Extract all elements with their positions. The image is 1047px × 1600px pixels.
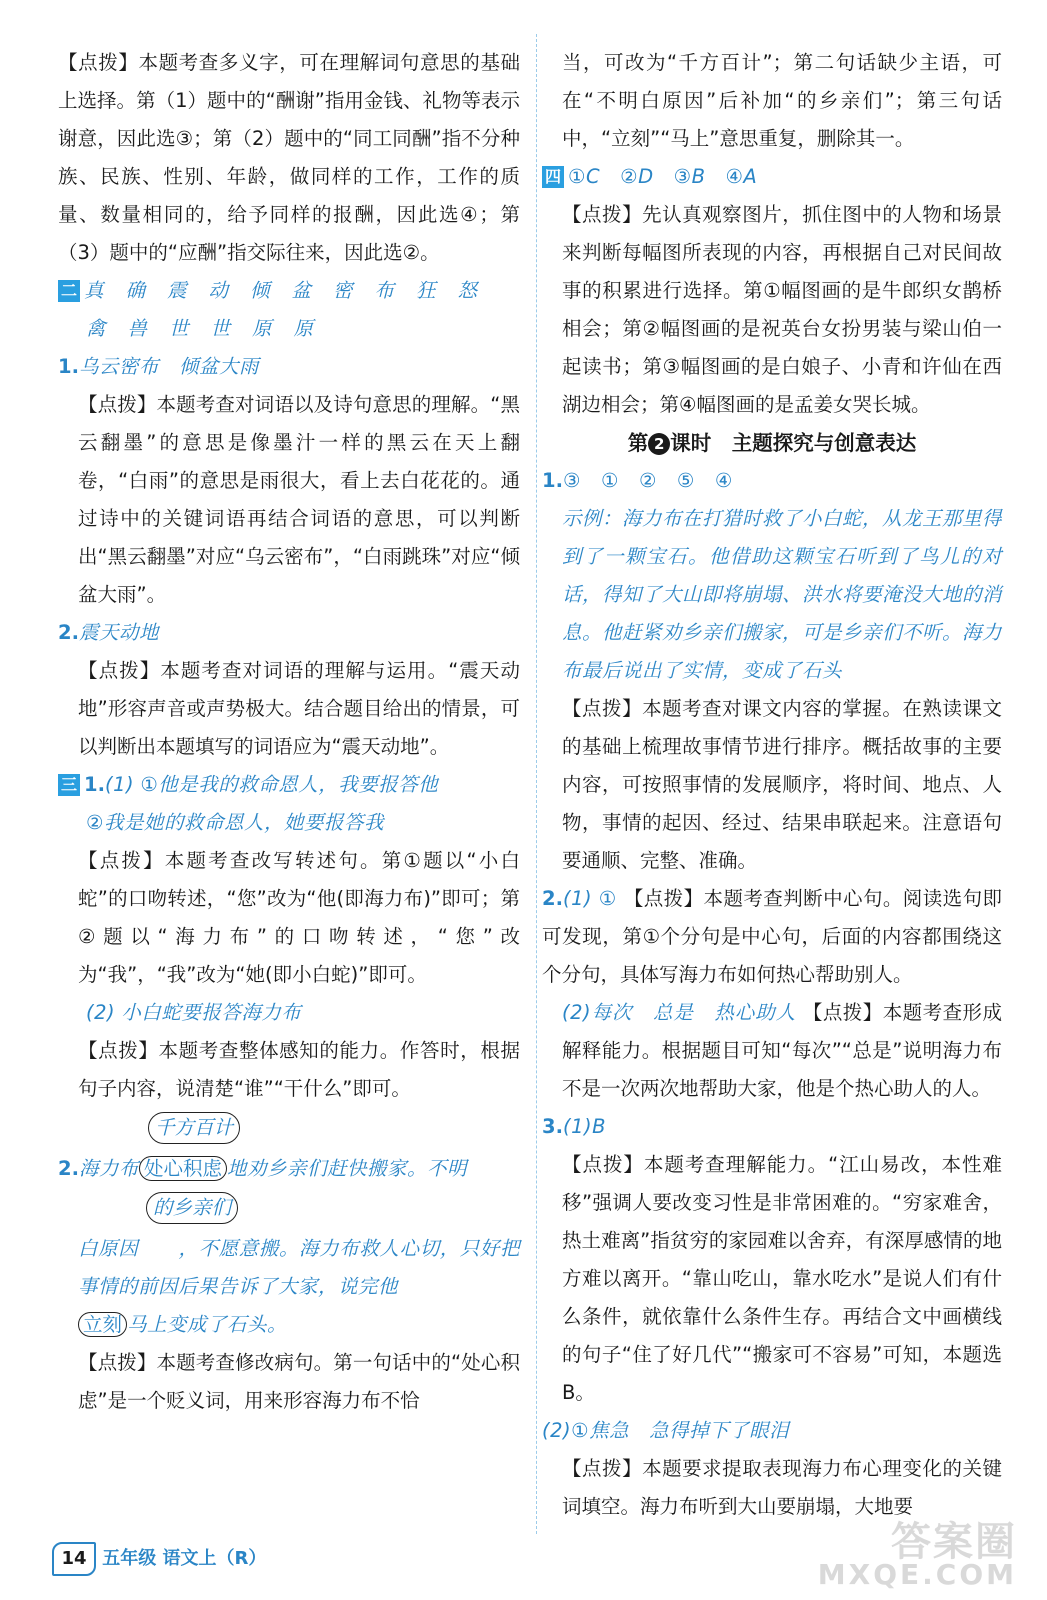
lesson-number-badge: 2 <box>648 433 670 455</box>
s3-q2-line-1-a: 海力布 <box>78 1157 139 1180</box>
r-q1-answer: ③ ① ② ⑤ ④ <box>562 469 733 492</box>
s3-q1-a1-prefix: (1) <box>104 773 135 796</box>
s3-q1-a2-row <box>58 804 520 842</box>
section-2-words <box>58 272 520 310</box>
q2-answer-row <box>58 614 520 652</box>
s3-q2-line-3-b: 马上变成了石头。 <box>127 1313 288 1336</box>
section-4-row <box>542 158 1002 196</box>
column-divider <box>536 34 537 1534</box>
right-column <box>542 44 1002 1526</box>
lesson-heading-title: 课时 主题探究与创意表达 <box>670 431 917 455</box>
left-column <box>58 44 520 1420</box>
s3-q2-line-1-b: 地劝乡亲们赶快搬家。不明 <box>227 1157 468 1180</box>
r-q3-tip: 【点拨】本题考查理解能力。“江山易改，本性难移”强调人要改变习性是非常困难的。“穷家难舍，热土难离”指贫穷的家园难以舍弃，有深厚感情的地方难以离开。“靠山吃山，靠水吃水”是说人们有什么条件，就依靠什么条件生存。再结合文中画横线的句子“住了好几代”“搬家可不容易”可知，本题选B。 <box>562 1153 1002 1404</box>
watermark-url: MXQE.COM <box>817 1558 1017 1591</box>
r-q3-b: (2)①焦急 急得掉下了眼泪 <box>542 1419 790 1442</box>
insert-row-1 <box>58 1108 520 1150</box>
section-4-marker: 四 <box>542 166 564 188</box>
s3-q1-row <box>58 766 520 804</box>
r-q2-a-prefix: (1) <box>562 887 593 910</box>
page-number: 14 <box>52 1542 96 1576</box>
section-3-marker: 三 <box>58 774 80 796</box>
q1-answer-row <box>58 348 520 386</box>
s3-q2-oval-2: 立刻 <box>78 1312 127 1337</box>
s3-q1-tip-1: 【点拨】本题考查改写转述句。第①题以“小白蛇”的口吻转述，“您”改为“他(即海力布)”即可；第②题以“海力布”的口吻转述，“您”改为“我”，“我”改为“她(即小白蛇)”即可。 <box>78 849 520 986</box>
s3-q2-tip: 【点拨】本题考查修改病句。第一句话中的“处心积虑”是一个贬义词，用来形容海力布不恰 <box>78 1351 520 1412</box>
r-q2-b-tip: 【点拨】本题考查形成解释能力。根据题目可知“每次”“总是”说明海力布不是一次两次地帮助大家，他是个热心助人的人。 <box>562 1001 1002 1100</box>
r-q2-row <box>542 880 1002 994</box>
r-q1-example <box>542 500 1002 690</box>
lesson-heading <box>542 424 1002 462</box>
r-q2-b-answer: (2)每次 总是 热心助人 <box>562 1001 797 1024</box>
section-4-tip: 【点拨】先认真观察图片，抓住图中的人物和场景来判断每幅图所表现的内容，再根据自己对民间故事的积累进行选择。第①幅图画的是牛郎织女鹊桥相会；第②幅图画的是祝英台女扮男装与梁山伯一起读书；第③幅图画的是白娘子、小青和许仙在西湖边相会；第④幅图画的是孟姜女哭长城。 <box>562 203 1002 416</box>
insert-row-2 <box>58 1188 520 1230</box>
s3-q1-number: 1. <box>84 773 105 796</box>
q1-number: 1. <box>58 355 79 378</box>
s3-q2-line-2-text: 白原因 ，不愿意搬。海力布救人心切，只好把事情的前因后果告诉了大家，说完他 <box>78 1237 520 1298</box>
section-2-line-2: 禽兽世世原原 <box>86 317 336 340</box>
left-tip-1: 【点拨】本题考查多义字，可在理解词句意思的基础上选择。第（1）题中的“酬谢”指用金钱、礼物等表示谢意，因此选③；第（2）题中的“同工同酬”指不分种族、民族、性别、年龄，做同样的工作，工作的质量、数量相同的，给予同样的报酬，因此选④；第（3）题中的“应酬”指交际往来，因此选②。 <box>58 51 520 264</box>
insert-word-1: 千方百计 <box>148 1112 240 1144</box>
s3-q1-b: 小白蛇要报答海力布 <box>121 1001 302 1024</box>
r-q3-row <box>542 1108 1002 1146</box>
section-2-marker: 二 <box>58 280 80 302</box>
s3-q2-line-2 <box>58 1230 520 1306</box>
r-q2-a-tip: 【点拨】本题考查判断中心句。阅读选句即可发现，第①个分句是中心句，后面的内容都围绕这个分句，具体写海力布如何热心帮助别人。 <box>542 887 1003 986</box>
watermark-logo: 答案圈 <box>891 1519 1017 1565</box>
r-q2-a: ① <box>598 887 618 910</box>
s3-q1-a2: ②我是她的救命恩人，她要报答我 <box>86 811 384 834</box>
s3-q2-line-1 <box>58 1150 520 1188</box>
insert-word-2: 的乡亲们 <box>146 1192 238 1224</box>
r-q1-tip: 【点拨】本题考查对课文内容的掌握。在熟读课文的基础上梳理故事情节进行排序。概括故事的主要内容，可按照事情的发展顺序，将时间、地点、人物，事情的起因、经过、结果串联起来。注意语句要通顺、完整、准确。 <box>562 697 1002 872</box>
s3-q1-a1: ①他是我的救命恩人，我要报答他 <box>140 773 439 796</box>
r-q3-number: 3. <box>542 1115 563 1138</box>
s3-q1-b-row <box>58 994 520 1032</box>
r-q3-a: (1)B <box>562 1115 606 1138</box>
book-label: 五年级 语文上（R） <box>102 1548 267 1569</box>
q2-answer: 震天动地 <box>78 621 159 644</box>
r-q1-number: 1. <box>542 469 563 492</box>
q2-tip: 【点拨】本题考查对词语的理解与运用。“震天动地”形容声音或声势极大。结合题目给出的情景，可以判断出本题填写的词语应为“震天动地”。 <box>78 659 520 758</box>
q2-number: 2. <box>58 621 79 644</box>
r-q2-b-row <box>542 994 1002 1108</box>
section-4-answer: ①C ②D ③B ④A <box>568 165 758 188</box>
page-footer <box>52 1542 266 1576</box>
section-2-line-1: 真确震动倾盆密布狂怒 <box>84 279 500 302</box>
section-2-row-2 <box>58 310 520 348</box>
lesson-heading-prefix: 第 <box>627 431 649 455</box>
q1-answer: 乌云密布 倾盆大雨 <box>78 355 259 378</box>
r-q3-b-tip: 【点拨】本题要求提取表现海力布心理变化的关键词填空。海力布听到大山要崩塌，大地要 <box>562 1457 1002 1518</box>
s3-q1-b-prefix: (2) <box>86 1001 116 1024</box>
r-q1-example-text: 示例：海力布在打猎时救了小白蛇，从龙王那里得到了一颗宝石。他借助这颗宝石听到了鸟儿的对话，得知了大山即将崩塌、洪水将要淹没大地的消息。他赶紧劝乡亲们搬家，可是乡亲们不听。海力布最后说出了实情，变成了石头 <box>562 507 1003 682</box>
s3-q1-tip-2: 【点拨】本题考查整体感知的能力。作答时，根据句子内容，说清楚“谁”“干什么”即可。 <box>78 1039 520 1100</box>
r-q2-number: 2. <box>542 887 563 910</box>
r-q3-b-row <box>542 1412 1002 1450</box>
s3-q2-line-3 <box>58 1306 520 1344</box>
q1-tip: 【点拨】本题考查对词语以及诗句意思的理解。“黑云翻墨”的意思是像墨汁一样的黑云在天上翻卷，“白雨”的意思是雨很大，看上去白花花的。通过诗中的关键词语再结合词语的意思，可以判断出“黑云翻墨”对应“乌云密布”，“白雨跳珠”对应“倾盆大雨”。 <box>78 393 520 606</box>
right-continuation: 当，可改为“千方百计”；第二句话缺少主语，可在“不明白原因”后补加“的乡亲们”；第三句话中，“立刻”“马上”意思重复，删除其一。 <box>562 51 1002 150</box>
s3-q2-oval-1: 处心积虑 <box>139 1156 227 1181</box>
s3-q2-number: 2. <box>58 1157 79 1180</box>
r-q1-row <box>542 462 1002 500</box>
